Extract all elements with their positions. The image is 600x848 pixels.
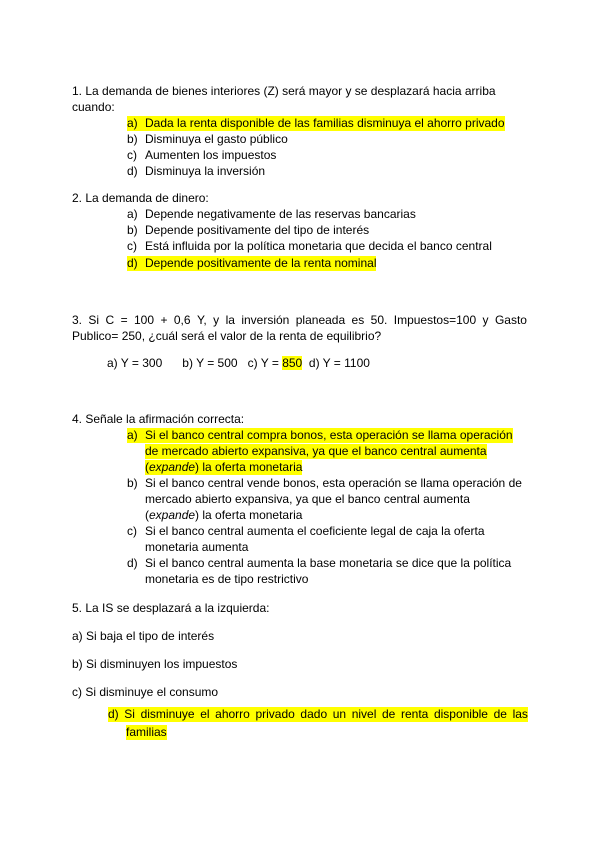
question-1-stem-line-2: cuando: (72, 100, 115, 114)
option-label: a) (127, 428, 138, 442)
stem-part-16: y (482, 313, 489, 327)
question-2-stem: 2. La demanda de dinero: (72, 191, 209, 205)
d-part-10: renta (400, 707, 429, 721)
option-text: ) la oferta monetaria (195, 460, 303, 474)
question-2-option-b (127, 223, 369, 238)
question-5-option-a: a) Si baja el tipo de interés (72, 629, 215, 643)
option-label: b) (127, 132, 138, 146)
option-text: Disminuya la inversión (145, 164, 266, 178)
question-4-option-b-line-2: mercado abierto expansiva, ya que el banco central aumenta (145, 492, 470, 506)
d-part-7: un (332, 707, 347, 721)
emphasis: expande (149, 460, 196, 474)
question-5-option-d-line-2: familias (126, 725, 167, 739)
option-text: Depende positivamente del tipo de interés (145, 223, 370, 237)
question-4-option-c-line-2: monetaria aumenta (145, 540, 249, 554)
option-label: d) (127, 556, 138, 570)
option-text: Aumenten los impuestos (145, 148, 277, 162)
option-label: c) (127, 148, 137, 162)
option-text: Dada la renta disponible de las familias disminuya el ahorro privado (145, 116, 505, 130)
option-label: d) (127, 256, 138, 270)
d-part-5: privado (255, 707, 295, 721)
paren: ( (145, 508, 149, 522)
d-part-12: de (493, 707, 507, 721)
d-part-13: las (512, 707, 528, 721)
question-2-option-c (127, 239, 492, 254)
d-part-2: disminuye (140, 707, 195, 721)
question-1-stem-line-1: 1. La demanda de bienes interiores (Z) será mayor y se desplazará hacia arriba (72, 84, 496, 98)
option-label: d) (108, 707, 119, 721)
question-5-option-b: b) Si disminuyen los impuestos (72, 657, 238, 671)
option-text: Disminuya el gasto público (145, 132, 288, 146)
justified-line (108, 707, 528, 722)
question-4-option-a-line-3 (145, 460, 302, 475)
stem-part-7: 0,6 (173, 313, 191, 327)
question-1-option-a (127, 116, 505, 131)
stem-part-9: y (213, 313, 220, 327)
answer-a: a) Y = 300 (107, 356, 163, 370)
stem-part-5: 100 (134, 313, 155, 327)
option-label: d) (127, 164, 138, 178)
stem-part-13: es (351, 313, 365, 327)
d-part-9: de (382, 707, 396, 721)
question-4-option-d-line-1 (127, 556, 511, 571)
question-4-option-a-line-1 (127, 428, 513, 443)
d-part-4: ahorro (215, 707, 250, 721)
stem-part-15: Impuestos=100 (393, 313, 477, 327)
question-3-stem-line-1 (72, 313, 527, 328)
question-5-stem: 5. La IS se desplazará a la izquierda: (72, 601, 270, 615)
answer-c-value: 850 (282, 356, 303, 370)
option-label: a) (127, 207, 138, 221)
question-2-option-a (127, 207, 416, 222)
question-4-option-a-line-2: de mercado abierto expansiva, ya que el banco central aumenta (145, 444, 487, 458)
question-5-option-d-line-1 (108, 707, 528, 722)
stem-part-6: + (160, 313, 168, 327)
stem-part-12: planeada (295, 313, 346, 327)
question-4-option-b-line-3 (145, 508, 302, 523)
question-4-option-c-line-1 (127, 524, 485, 539)
emphasis: expande (149, 508, 196, 522)
question-1-option-c (127, 148, 276, 163)
option-text: Si el banco central aumenta el coeficiente legal de caja la oferta (145, 524, 485, 538)
stem-part-3: C (105, 313, 115, 327)
justified-line (72, 313, 527, 328)
option-label: a) (127, 116, 138, 130)
d-part-6: dado (300, 707, 328, 721)
answer-b: b) Y = 500 (182, 356, 238, 370)
question-2-option-d (127, 256, 376, 271)
stem-part-10: la (225, 313, 235, 327)
question-4-option-d-line-2: monetaria es de tipo restrictivo (145, 572, 309, 586)
question-1-option-b (127, 132, 288, 147)
stem-part-4: = (120, 313, 128, 327)
answer-c-prefix: c) Y = (247, 356, 279, 370)
option-label: c) (127, 239, 137, 253)
question-3-stem-line-2: Publico= 250, ¿cuál será el valor de la renta de equilibrio? (72, 329, 382, 343)
stem-part-14: 50. (370, 313, 388, 327)
option-text: Está influida por la política monetaria que decida el banco central (145, 239, 492, 253)
stem-part-11: inversión (241, 313, 290, 327)
stem-part-8: Y, (196, 313, 207, 327)
option-text: Si el banco central compra bonos, esta operación se llama operación (145, 428, 513, 442)
question-4-option-b-line-1 (127, 476, 522, 491)
option-label: b) (127, 476, 138, 490)
d-part-3: el (200, 707, 210, 721)
option-text: Depende positivamente de la renta nominal (145, 256, 377, 270)
question-3-answers (107, 356, 370, 371)
option-text: Depende negativamente de las reservas bancarias (145, 207, 416, 221)
d-part-1: Si (124, 707, 135, 721)
question-5-option-c: c) Si disminuye el consumo (72, 685, 219, 699)
stem-part-17: Gasto (494, 313, 527, 327)
answer-d: d) Y = 1100 (308, 356, 370, 370)
paren: ( (145, 460, 149, 474)
d-part-11: disponible (433, 707, 488, 721)
option-label: c) (127, 524, 137, 538)
option-text: Si el banco central aumenta la base monetaria se dice que la política (145, 556, 512, 570)
option-label: b) (127, 223, 138, 237)
option-text: Si el banco central vende bonos, esta operación se llama operación de (145, 476, 522, 490)
question-1-option-d (127, 164, 265, 179)
stem-part-2: Si (88, 313, 100, 327)
option-text: ) la oferta monetaria (195, 508, 303, 522)
d-part-8: nivel (351, 707, 377, 721)
stem-part-1: 3. (72, 313, 83, 327)
question-4-stem: 4. Señale la afirmación correcta: (72, 412, 245, 426)
